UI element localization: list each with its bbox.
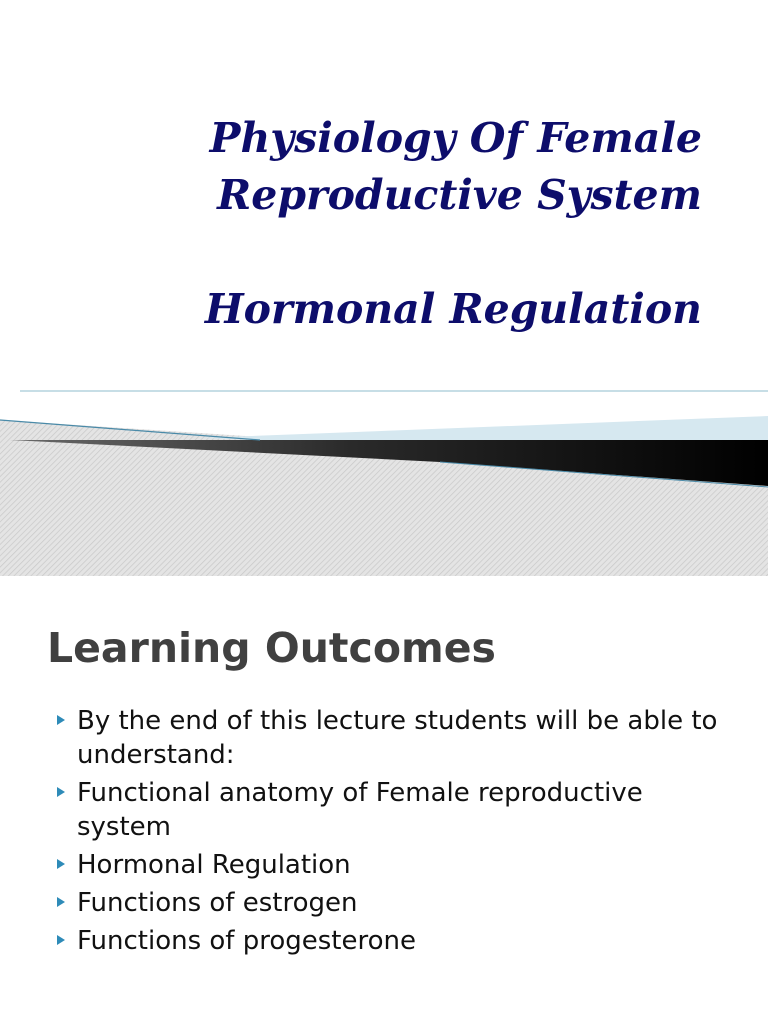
triangle-bullet-icon — [57, 897, 65, 907]
list-item-text: Functions of progesterone — [77, 926, 416, 956]
list-item — [56, 924, 736, 958]
triangle-bullet-icon — [57, 859, 65, 869]
section-heading: Learning Outcomes — [47, 624, 496, 672]
list-item-text: Functions of estrogen — [77, 888, 358, 918]
title-line-2: Reproductive System — [217, 171, 702, 219]
content-slide — [0, 576, 768, 1024]
triangle-bullet-icon — [57, 715, 65, 725]
list-item — [56, 848, 736, 882]
list-item-text: Functional anatomy of Female reproductive system — [77, 778, 643, 842]
list-item-text: By the end of this lecture students will be able to understand: — [77, 706, 718, 770]
decorative-swoosh — [0, 380, 768, 576]
list-item — [56, 886, 736, 920]
triangle-bullet-icon — [57, 787, 65, 797]
slide-subtitle: Hormonal Regulation — [204, 285, 702, 333]
light-blue-band — [200, 416, 768, 440]
title-line-1: Physiology Of Female — [209, 114, 702, 162]
slide-title — [62, 110, 702, 338]
triangle-bullet-icon — [57, 935, 65, 945]
list-item — [56, 704, 736, 772]
list-item — [56, 776, 736, 844]
bullet-list — [56, 704, 736, 962]
list-item-text: Hormonal Regulation — [77, 850, 351, 880]
